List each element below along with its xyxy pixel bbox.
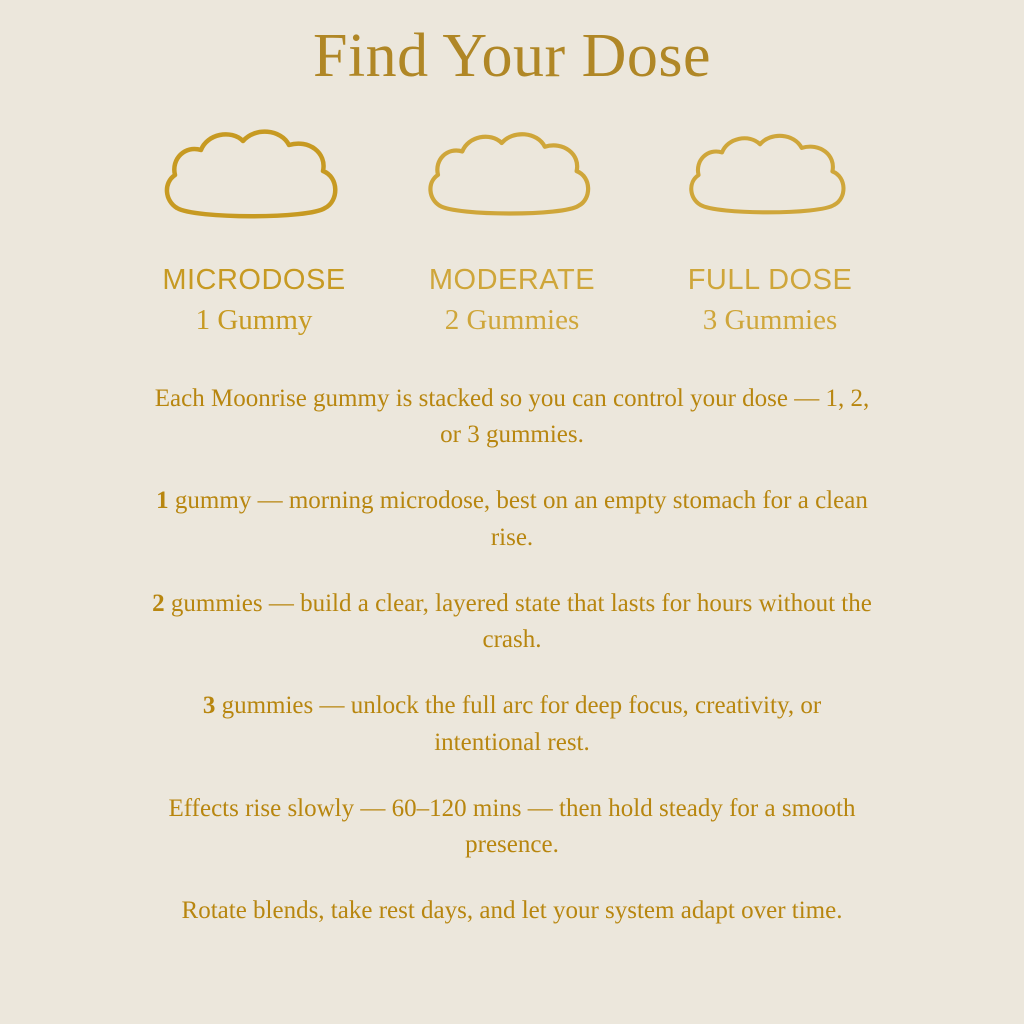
dose-label: MICRODOSE bbox=[162, 264, 346, 297]
paragraph-lead: 2 bbox=[152, 589, 165, 617]
dose-description bbox=[0, 381, 1024, 930]
dose-options bbox=[0, 120, 1024, 337]
paragraph-text: Rotate blends, take rest days, and let your system adapt over time. bbox=[181, 897, 843, 925]
paragraph-lead: 1 bbox=[156, 487, 169, 515]
paragraph-text: Effects rise slowly — 60–120 mins — then hold steady for a smooth presence. bbox=[168, 794, 856, 859]
cloud-icon-wrap bbox=[139, 120, 369, 240]
cloud-icon bbox=[423, 126, 601, 234]
dose-count: 2 Gummies bbox=[444, 303, 580, 336]
paragraph-text: gummies — unlock the full arc for deep focus, creativity, or intentional rest. bbox=[215, 692, 822, 756]
paragraph-text: gummy — morning microdose, best on an empty stomach for a clean rise. bbox=[168, 487, 868, 551]
paragraph-rotation bbox=[150, 893, 874, 929]
dose-count: 3 Gummies bbox=[702, 303, 838, 336]
dose-count: 1 Gummy bbox=[195, 303, 313, 336]
dose-option-microdose bbox=[139, 120, 369, 337]
paragraph-text: Each Moonrise gummy is stacked so you can control your dose — 1, 2, or 3 gummies. bbox=[154, 384, 870, 449]
cloud-icon bbox=[684, 128, 856, 232]
paragraph-one-gummy bbox=[150, 483, 874, 556]
paragraph-text: gummies — build a clear, layered state that lasts for hours without the crash. bbox=[164, 589, 872, 654]
cloud-icon bbox=[159, 123, 349, 238]
cloud-icon-wrap bbox=[397, 120, 627, 240]
paragraph-two-gummies bbox=[150, 586, 874, 659]
dose-label: FULL DOSE bbox=[687, 264, 853, 297]
dose-option-moderate bbox=[397, 120, 627, 337]
paragraph-lead: 3 bbox=[202, 692, 216, 720]
paragraph-three-gummies bbox=[150, 688, 874, 761]
dose-option-full-dose bbox=[655, 120, 885, 337]
cloud-icon-wrap bbox=[655, 120, 885, 240]
page-title: Find Your Dose bbox=[312, 22, 712, 90]
paragraph-intro bbox=[150, 381, 874, 454]
paragraph-onset bbox=[150, 791, 874, 864]
dose-label: MODERATE bbox=[428, 264, 596, 297]
